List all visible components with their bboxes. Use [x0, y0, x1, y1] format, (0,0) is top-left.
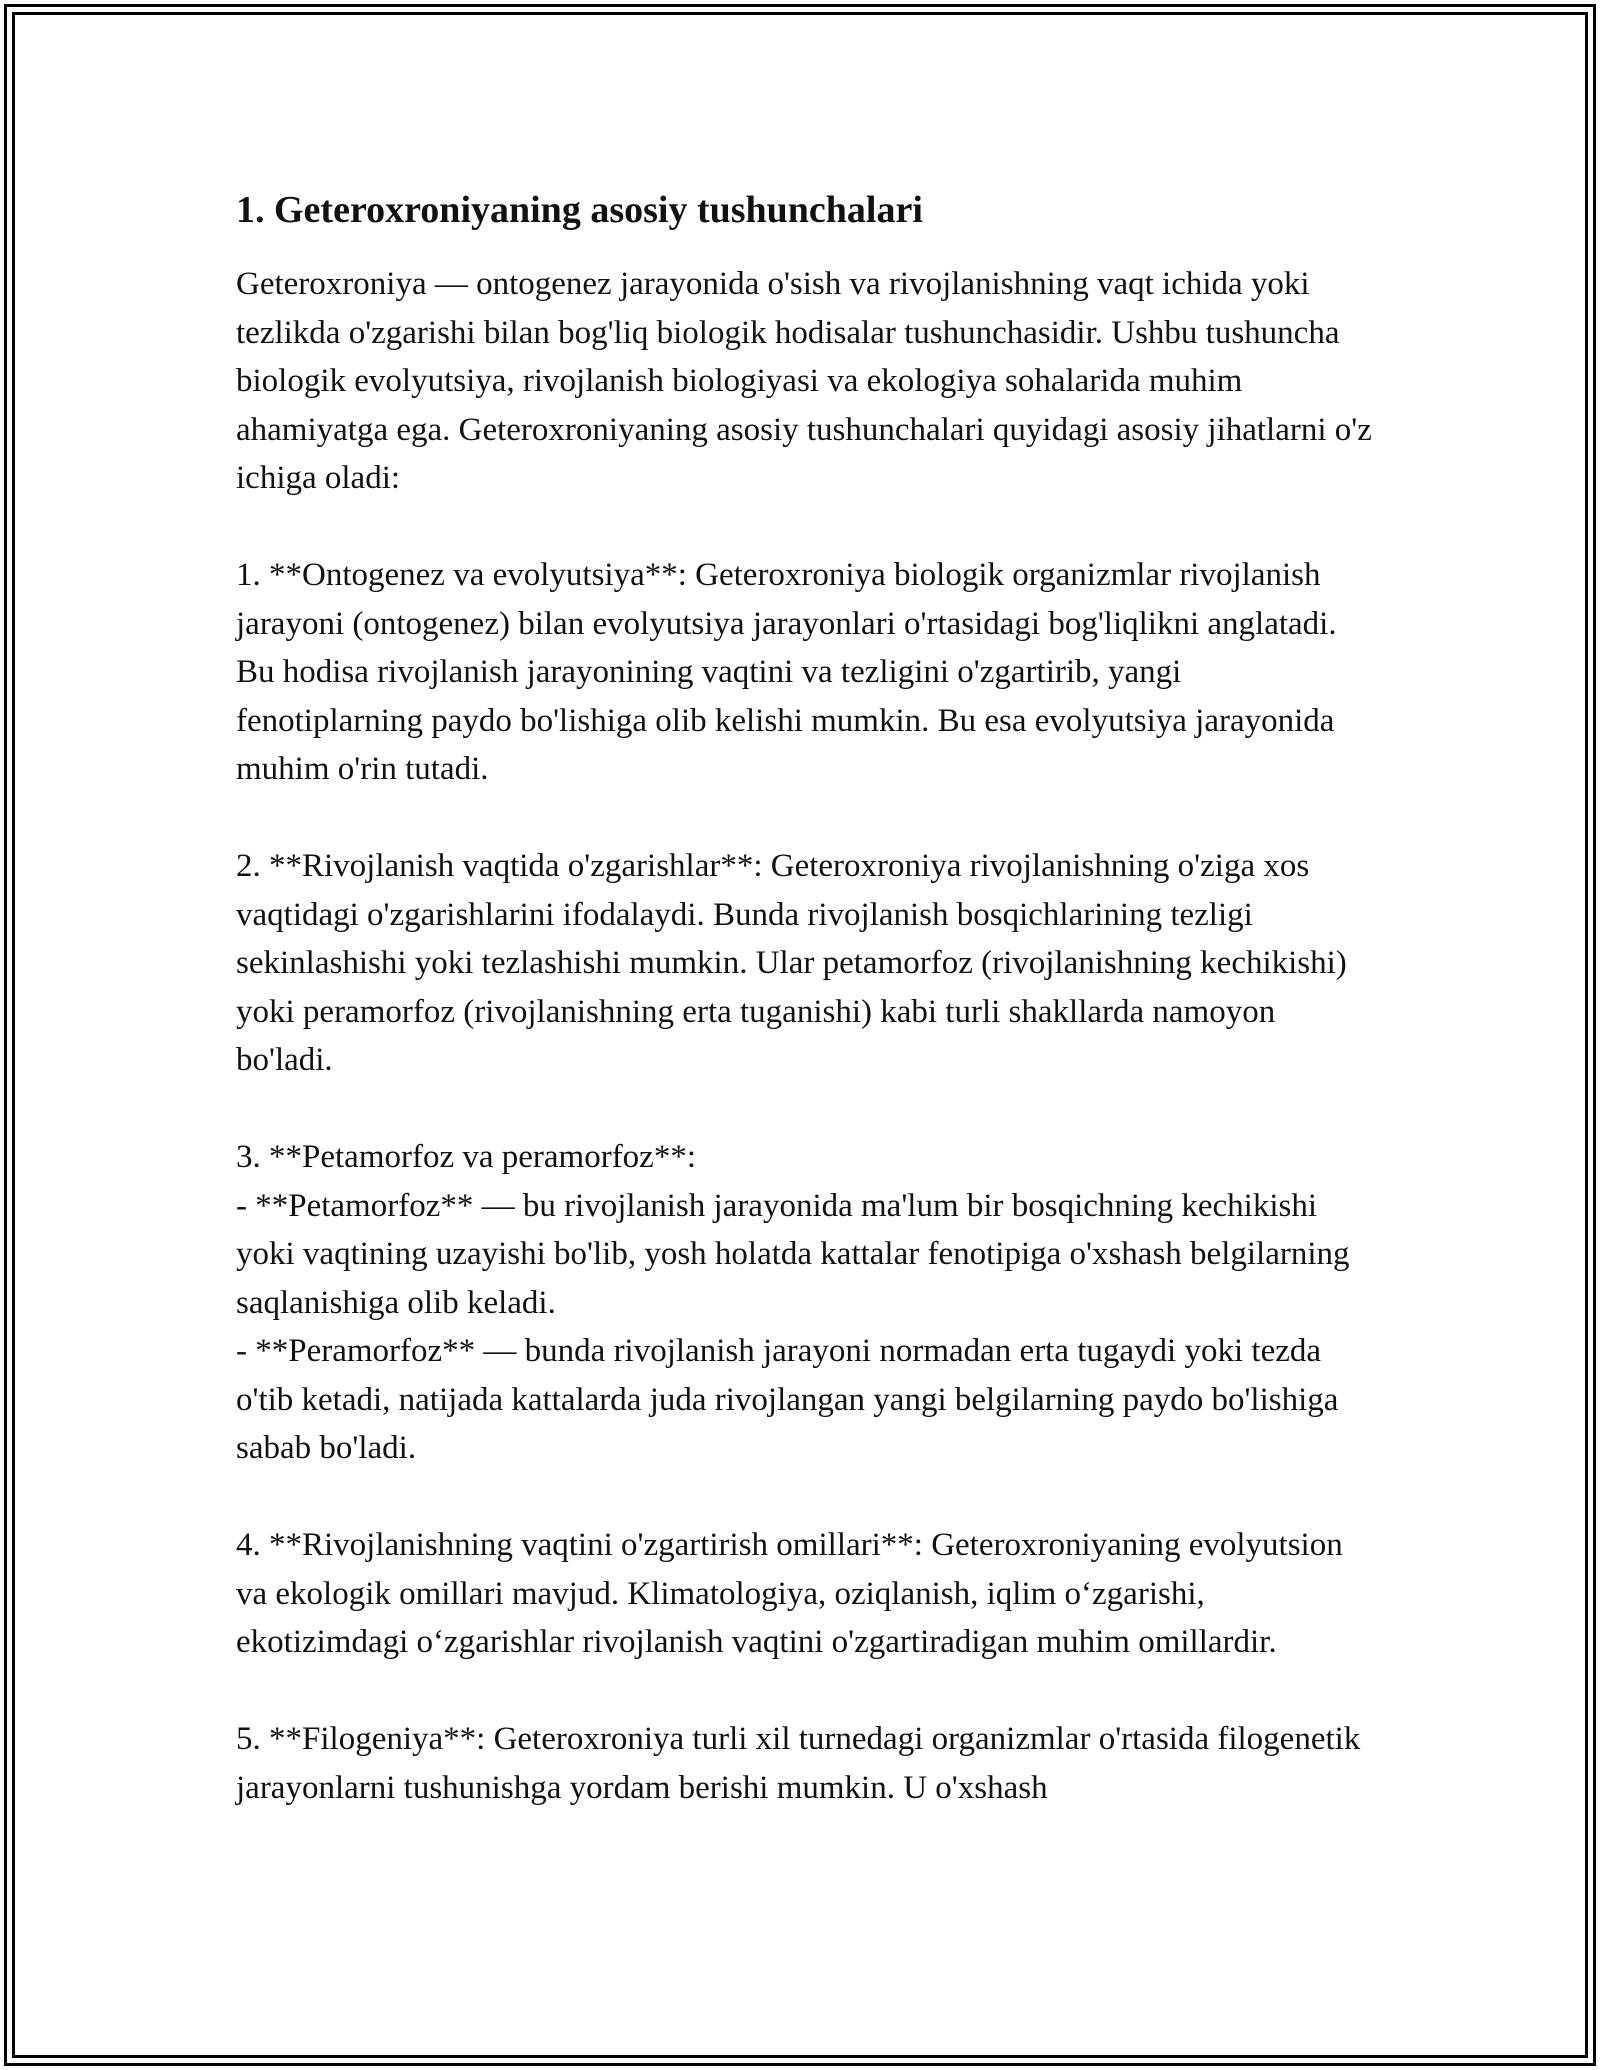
- list-item-omillar: 4. **Rivojlanishning vaqtini o'zgartirish omillari**: Geteroxroniyaning evolyutsion va ekologik omillari mavjud. Klimatologiya, oziqlanish, iqlim o‘zgarishi, ekotizimdagi o‘zgarishlar rivojlanish vaqtini o'zgartiradigan muhim omillardir.: [236, 1527, 1343, 1660]
- list-item-rivojlanish-vaqti: 2. **Rivojlanish vaqtida o'zgarishlar**: Geteroxroniya rivojlanishning o'ziga xos vaqtidagi o'zgarishlarini ifodalaydi. Bunda rivojlanish bosqichlarining tezligi sekinlashishi yoki tezlashishi mumkin. Ular petamorfoz (rivojlanishning kechikishi) yoki peramorfoz (rivojlanishning erta tuganishi) kabi turli shakllarda namoyon bo'ladi.: [236, 848, 1347, 1078]
- list-item-petamorfoz-peramorfoz: 3. **Petamorfoz va peramorfoz**: - **Petamorfoz** — bu rivojlanish jarayonida ma'lum bir bosqichning kechikishi yoki vaqtining uzayishi bo'lib, yosh holatda kattalar fenotipiga o'xshash belgilarning saqlanishiga olib keladi. - **Peramorfoz** — bunda rivojlanish jarayoni normadan erta tugaydi yoki tezda o'tib ketadi, natijada kattalarda juda rivojlangan yangi belgilarning paydo bo'lishiga sabab bo'ladi.: [236, 1139, 1350, 1466]
- section-heading: 1. Geteroxroniyaning asosiy tushunchalari: [236, 189, 923, 231]
- document-body: [236, 186, 1376, 1812]
- intro-paragraph: Geteroxroniya — ontogenez jarayonida o'sish va rivojlanishning vaqt ichida yoki tezlikda o'zgarishi bilan bog'liq biologik hodisalar tushunchasidir. Ushbu tushuncha biologik evolyutsiya, rivojlanish biologiyasi va ekologiya sohalarida muhim ahamiyatga ega. Geteroxroniyaning asosiy tushunchalari quyidagi asosiy jihatlarni o'z ichiga oladi:: [236, 266, 1372, 496]
- list-item-ontogenez: 1. **Ontogenez va evolyutsiya**: Geteroxroniya biologik organizmlar rivojlanish jarayoni (ontogenez) bilan evolyutsiya jarayonlari o'rtasidagi bog'liqlikni anglatadi. Bu hodisa rivojlanish jarayonining vaqtini va tezligini o'zgartirib, yangi fenotiplarning paydo bo'lishiga olib kelishi mumkin. Bu esa evolyutsiya jarayonida muhim o'rin tutadi.: [236, 557, 1337, 787]
- list-item-filogeniya: 5. **Filogeniya**: Geteroxroniya turli xil turnedagi organizmlar o'rtasida filogenetik jarayonlarni tushunishga yordam berishi mumkin. U o'xshash: [236, 1721, 1361, 1806]
